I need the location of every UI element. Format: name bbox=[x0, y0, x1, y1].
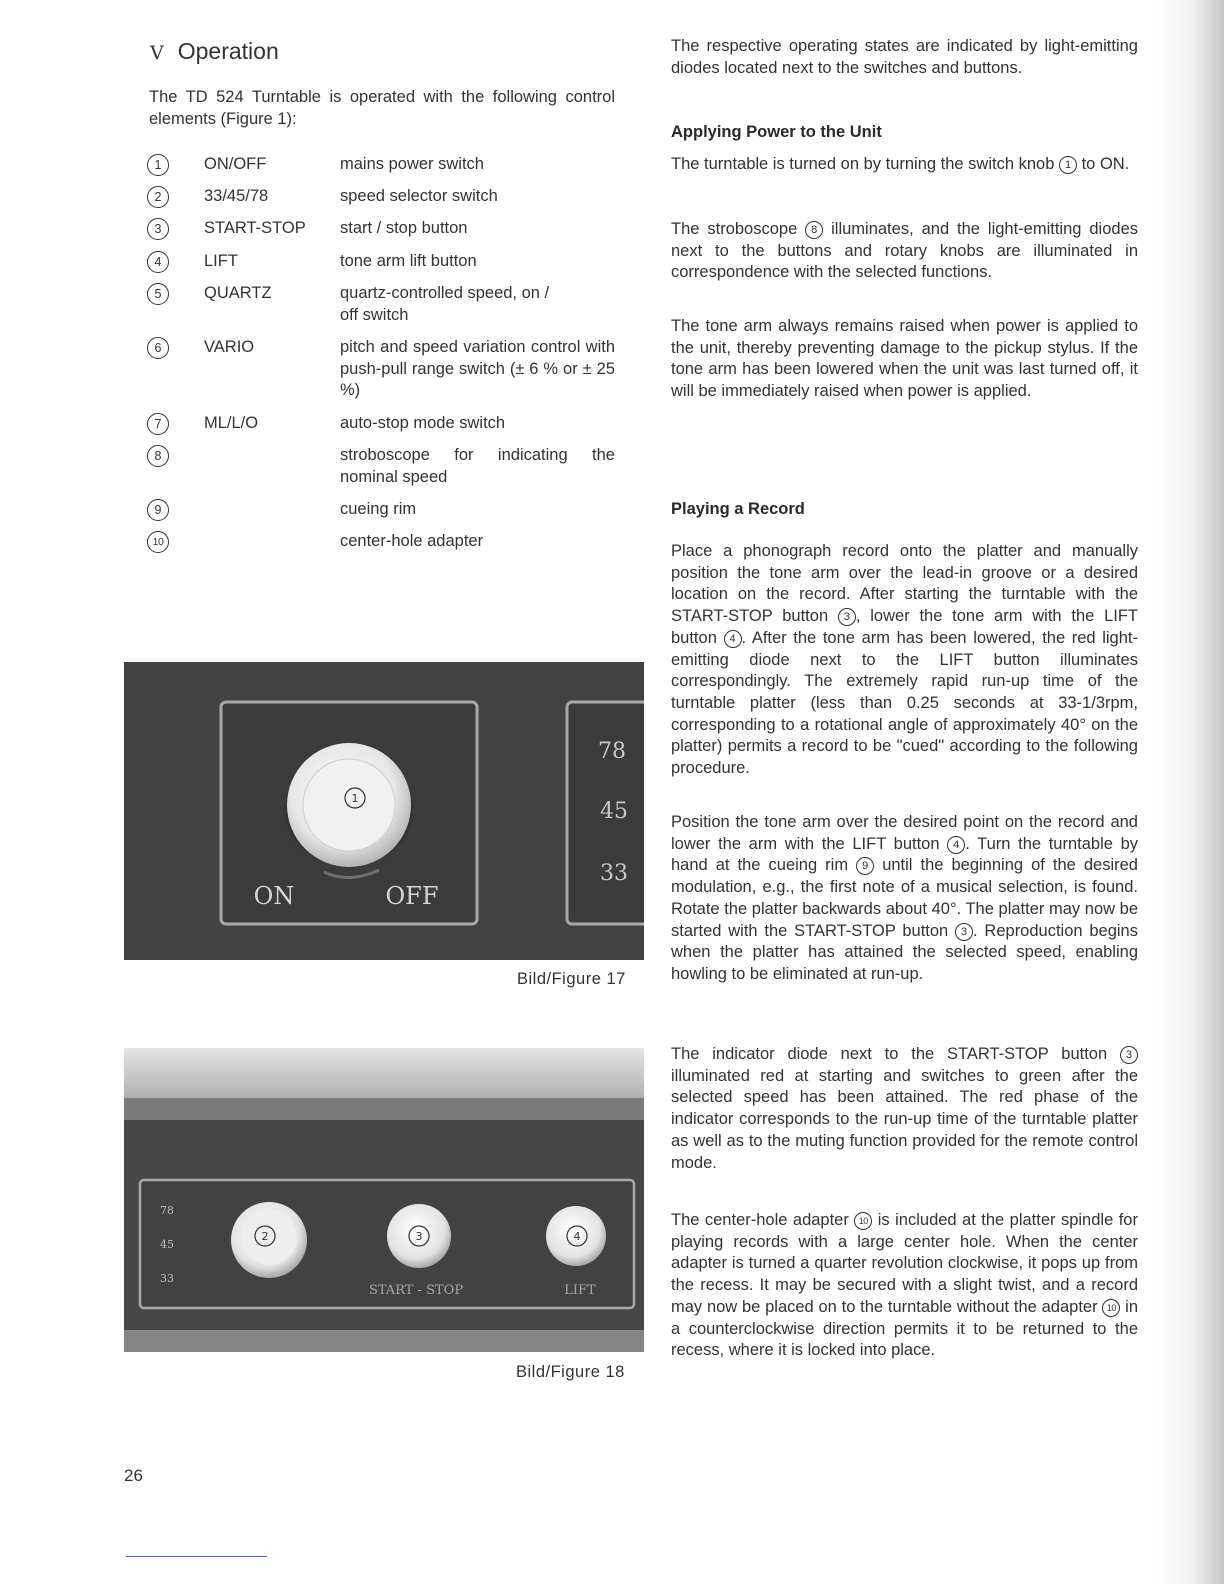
control-number: 4 bbox=[147, 251, 169, 273]
text-run: The indicator diode next to the START-STOP button bbox=[671, 1045, 1108, 1063]
figure-17-off-label: OFF bbox=[385, 882, 439, 910]
paragraph-center-hole-adapter bbox=[671, 1210, 1138, 1362]
figure-18-marker: 2 bbox=[261, 1230, 269, 1243]
page-number: 26 bbox=[124, 1466, 143, 1485]
control-description: quartz-controlled speed, on / off switch bbox=[340, 284, 550, 324]
paragraph-indicator-diode bbox=[671, 1044, 1138, 1174]
text-run: is included at the platter spindle for playing records with a large center hole. When the center adapter is turned a quarter revolution clockwise, it pops up from the recess. It may be secured with a slight twist, and a record may now be placed on to the turntable without the adapter bbox=[671, 1211, 1138, 1316]
text-run: to ON. bbox=[1081, 155, 1130, 173]
text-run: The center-hole adapter bbox=[671, 1211, 849, 1229]
figure-18-start-stop-label: START - STOP bbox=[368, 1283, 464, 1298]
paragraph-tone-arm-raised: The tone arm always remains raised when power is applied to the unit, thereby preventing damage to the pickup stylus. If the tone arm has been lowered when the unit was last turned off, it will be immediately raised when power is applied. bbox=[671, 317, 1138, 401]
reference-number: 4 bbox=[724, 630, 742, 648]
reference-number: 4 bbox=[947, 836, 965, 854]
text-run: . Turn the turntable by hand at the cueing rim bbox=[671, 834, 1139, 875]
section-heading bbox=[150, 38, 279, 65]
footer-rule bbox=[126, 1556, 267, 1557]
reference-number: 10 bbox=[854, 1212, 872, 1230]
text-run: , lower the tone arm with the LIFT button bbox=[671, 607, 1138, 647]
text-run: . Reproduction begins when the platter has attained the selected speed, enabling howling to be eliminated at run-up. bbox=[671, 921, 1138, 983]
page-edge-shadow bbox=[1154, 0, 1224, 1584]
figure-17-speed-label: 45 bbox=[600, 799, 628, 824]
text-run: The turntable is turned on by turning the switch knob bbox=[671, 155, 1055, 173]
control-number: 9 bbox=[147, 499, 169, 521]
reference-number: 10 bbox=[1102, 1299, 1120, 1317]
figure-18-speed-label: 45 bbox=[160, 1238, 174, 1251]
control-number: 2 bbox=[147, 186, 169, 208]
paragraph-place-record bbox=[671, 541, 1138, 780]
subheading-playing-record: Playing a Record bbox=[671, 500, 805, 518]
reference-number: 3 bbox=[1120, 1046, 1138, 1064]
paragraph-power-on bbox=[671, 154, 1138, 176]
control-name: 33/45/78 bbox=[204, 187, 269, 205]
control-description: auto-stop mode switch bbox=[340, 414, 506, 432]
control-number: 1 bbox=[147, 154, 169, 176]
figure-18-marker: 4 bbox=[573, 1230, 581, 1243]
text-run: The stroboscope bbox=[671, 220, 798, 238]
figure-18-speed-label: 78 bbox=[160, 1204, 174, 1217]
paragraph-operating-states: The respective operating states are indicated by light-emitting diodes located next to the switches and buttons. bbox=[671, 37, 1138, 77]
figure-17-marker: 1 bbox=[351, 792, 359, 805]
figure-17-on-label: ON bbox=[253, 882, 295, 910]
control-name: VARIO bbox=[204, 338, 255, 356]
control-number: 7 bbox=[147, 413, 169, 435]
control-description: center-hole adapter bbox=[340, 532, 484, 550]
reference-number: 1 bbox=[1059, 156, 1077, 174]
control-number: 6 bbox=[147, 337, 169, 359]
figure-17-speed-label: 78 bbox=[598, 739, 626, 764]
subheading-applying-power: Applying Power to the Unit bbox=[671, 123, 882, 141]
control-name: START-STOP bbox=[204, 219, 306, 237]
figure-18-marker: 3 bbox=[415, 1230, 423, 1243]
control-number: 10 bbox=[147, 531, 169, 553]
section-numeral: V bbox=[150, 42, 164, 64]
intro-paragraph: The TD 524 Turntable is operated with the following control elements (Figure 1): bbox=[149, 88, 615, 128]
control-description: tone arm lift button bbox=[340, 252, 477, 270]
figure-18-photo bbox=[124, 1048, 644, 1352]
figure-17-caption: Bild/Figure 17 bbox=[517, 970, 626, 988]
control-name: ML/L/O bbox=[204, 414, 259, 432]
paragraph-stroboscope bbox=[671, 219, 1138, 284]
text-run: Place a phonograph record onto the platter and manually position the tone arm over the lead-in groove or a desired location on the record. After starting the turntable with the START-STOP button bbox=[671, 542, 1138, 626]
reference-number: 3 bbox=[955, 923, 973, 941]
figure-18-caption: Bild/Figure 18 bbox=[516, 1363, 625, 1381]
control-name: LIFT bbox=[204, 252, 238, 270]
figure-17-speed-label: 33 bbox=[600, 861, 628, 886]
control-name: QUARTZ bbox=[204, 284, 272, 302]
control-number: 3 bbox=[147, 218, 169, 240]
control-description: start / stop button bbox=[340, 219, 468, 237]
reference-number: 8 bbox=[805, 221, 823, 239]
reference-number: 3 bbox=[838, 608, 856, 626]
control-description: mains power switch bbox=[340, 155, 484, 173]
control-description: cueing rim bbox=[340, 500, 417, 518]
figure-18-speed-label: 33 bbox=[160, 1272, 174, 1285]
paragraph-cueing bbox=[671, 812, 1138, 986]
control-description: pitch and speed variation control with push-pull range switch (± 6 % or ± 25 %) bbox=[340, 338, 615, 400]
control-name: ON/OFF bbox=[204, 155, 267, 173]
text-run: illuminated red at starting and switches to green after the selected speed has been attained. The red phase of the indicator corresponds to the run-up time of the turntable platter as well as to the muting function provided for the remote control mode. bbox=[671, 1066, 1138, 1172]
figure-17-photo bbox=[124, 662, 644, 960]
figure-18-lift-label: LIFT bbox=[564, 1283, 596, 1298]
control-number: 5 bbox=[147, 283, 169, 305]
section-title: Operation bbox=[177, 38, 279, 64]
control-description: speed selector switch bbox=[340, 187, 498, 205]
text-run: illuminates, and the light-emitting diodes next to the buttons and rotary knobs are illuminated in correspondence with the selected functions. bbox=[671, 220, 1138, 282]
text-run: Position the tone arm over the desired point on the record and lower the arm with the LIFT button bbox=[671, 813, 1138, 853]
control-description: stroboscope for indicating the nominal speed bbox=[340, 446, 615, 486]
control-number: 8 bbox=[147, 445, 169, 467]
text-run: in a counterclockwise direction permits it to be returned to the recess, where it is locked into place. bbox=[671, 1297, 1138, 1360]
text-run: . After the tone arm has been lowered, the red light-emitting diode next to the LIFT button illuminates correspondingly. The extremely rapid run-up time of the turntable platter (less than 0.25 seconds at 33-1/3rpm, corresponding to a rotational angle of approximately 40° on the platter) permits a record to be "cued" according to the following procedure. bbox=[671, 628, 1138, 778]
reference-number: 9 bbox=[856, 857, 874, 875]
text-run: until the beginning of the desired modulation, e.g., the first note of a musical selection, is found. Rotate the platter backwards about 40°. The platter may now be started with the START-STOP button bbox=[671, 856, 1138, 940]
